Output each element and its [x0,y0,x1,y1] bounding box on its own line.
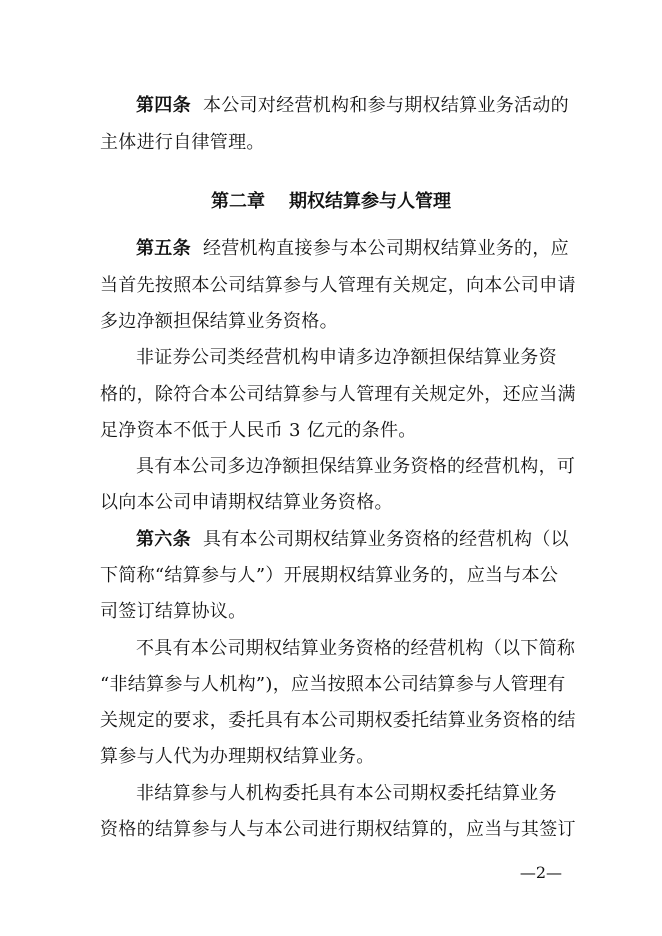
article5-p2-line-3: 足净资本不低于人民币 3 亿元的条件。 [100,420,417,441]
chapter-name: 期权结算参与人管理 [289,191,451,212]
article6-label: 第六条 [136,529,191,550]
article6-p3-line-1: 非结算参与人机构委托具有本公司期权委托结算业务 [136,783,557,804]
article4-text-1: 本公司对经营机构和参与期权结算业务活动的 [202,95,569,116]
article6-line-1 [100,528,569,552]
article6-p3-line-2: 资格的结算参与人与本公司进行期权结算的，应当与其签订 [100,819,576,840]
article6-p2-line-4: 算参与人代为办理期权结算业务。 [100,746,375,767]
article6-text-3: 司签订结算协议。 [100,601,247,622]
article6-p2-line-2: “非结算参与人机构”)，应当按照本公司结算参与人管理有 [100,674,566,695]
article6-text-1: 具有本公司期权结算业务资格的经营机构（以 [202,529,569,550]
chapter-heading [0,190,662,214]
article4-label: 第四条 [136,95,191,116]
article5-p2-line-1: 非证券公司类经营机构申请多边净额担保结算业务资 [136,347,557,368]
article4-line-1 [100,94,569,118]
article5-text-3: 多边净额担保结算业务资格。 [100,311,338,332]
article5-p3-line-1: 具有本公司多边净额担保结算业务资格的经营机构，可 [136,456,576,477]
article5-p2-line-2: 格的，除符合本公司结算参与人管理有关规定外，还应当满 [100,384,576,405]
article5-label: 第五条 [136,238,191,259]
article6-p2-line-1: 不具有本公司期权结算业务资格的经营机构（以下简称 [136,638,576,659]
page-number: —2— [519,863,562,882]
article6-text-2: 下简称“结算参与人”）开展期权结算业务的，应当与本公 [100,565,559,586]
article5-line-1 [100,237,569,261]
article4-text-2: 主体进行自律管理。 [100,132,265,153]
article5-p3-line-2: 以向本公司申请期权结算业务资格。 [100,492,393,513]
article5-text-1: 经营机构直接参与本公司期权结算业务的，应 [202,238,569,259]
article6-p2-line-3: 关规定的要求，委托具有本公司期权委托结算业务资格的结 [100,710,576,731]
chapter-number: 第二章 [211,191,265,212]
article5-text-2: 当首先按照本公司结算参与人管理有关规定，向本公司申请 [100,275,576,296]
